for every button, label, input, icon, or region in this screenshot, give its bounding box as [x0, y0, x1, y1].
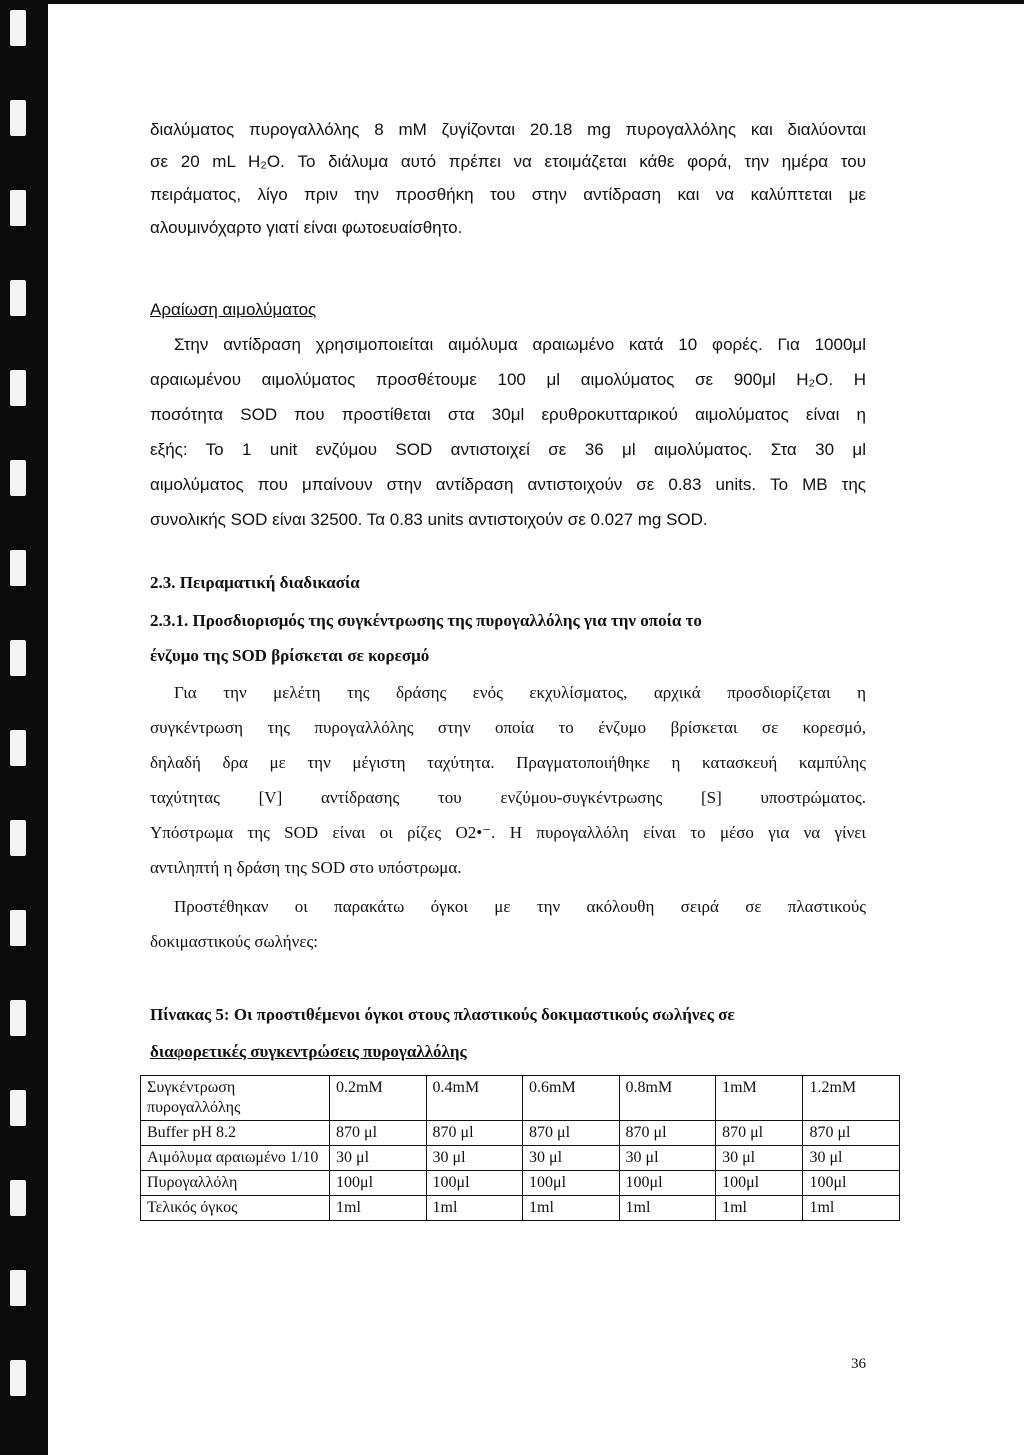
film-strip-border — [0, 0, 48, 1455]
dilution-line: συνολικής SOD είναι 32500. Τα 0.83 units αντιστοιχούν σε 0.027 mg SOD. — [150, 510, 708, 529]
table-cell: 100μl — [523, 1171, 620, 1196]
row-label: Αιμόλυμα αραιωμένο 1/10 — [141, 1146, 330, 1171]
subsection-heading: 2.3.1. Προσδιορισμός της συγκέντρωσης της πυρογαλλόλης για την οποία το — [150, 611, 702, 630]
table-cell: 870 μl — [426, 1121, 523, 1146]
volumes-table-body — [141, 1076, 900, 1221]
table-cell: 30 μl — [619, 1146, 716, 1171]
table-cell: 30 μl — [716, 1146, 803, 1171]
sprocket-hole — [10, 1360, 26, 1396]
table-cell: 1ml — [523, 1196, 620, 1221]
table-cell: 30 μl — [426, 1146, 523, 1171]
table-row — [141, 1121, 900, 1146]
sprocket-hole — [10, 280, 26, 316]
table-cell: 870 μl — [716, 1121, 803, 1146]
table-cell: 100μl — [426, 1171, 523, 1196]
table-row — [141, 1146, 900, 1171]
table-row — [141, 1171, 900, 1196]
body-line: αντιληπτή η δράση της SOD στο υπόστρωμα. — [150, 858, 462, 877]
body-line: δοκιμαστικούς σωλήνες: — [150, 932, 318, 951]
dilution-line: Στην αντίδραση χρησιμοποιείται αιμόλυμα αραιωμένο κατά 10 φορές. Για 1000μl — [174, 335, 866, 354]
table-cell: 0.4mM — [426, 1076, 523, 1121]
sprocket-hole — [10, 910, 26, 946]
sprocket-hole — [10, 640, 26, 676]
row-label: Πυρογαλλόλη — [141, 1171, 330, 1196]
table-cell: 1ml — [426, 1196, 523, 1221]
table-cell: 870 μl — [803, 1121, 900, 1146]
row-label: Συγκέντρωση πυρογαλλόλης — [141, 1076, 330, 1121]
body-line: Προστέθηκαν οι παρακάτω όγκοι με την ακόλουθη σειρά σε πλαστικούς — [174, 897, 866, 916]
intro-line: αλουμινόχαρτο γιατί είναι φωτοευαίσθητο. — [150, 218, 463, 237]
dilution-line: εξής: Το 1 unit ενζύμου SOD αντιστοιχεί σε 36 μl αιμολύματος. Στα 30 μl — [150, 440, 866, 459]
table-cell: 1ml — [619, 1196, 716, 1221]
sprocket-hole — [10, 550, 26, 586]
table-row — [141, 1196, 900, 1221]
table-cell: 1.2mM — [803, 1076, 900, 1121]
intro-line: διαλύματος πυρογαλλόλης 8 mM ζυγίζονται 20.18 mg πυρογαλλόλης και διαλύονται — [150, 120, 866, 139]
subsection-heading: ένζυμο της SOD βρίσκεται σε κορεσμό — [150, 646, 430, 665]
sprocket-hole — [10, 370, 26, 406]
intro-line: πειράματος, λίγο πριν την προσθήκη του στην αντίδραση και να καλύπτεται με — [150, 185, 866, 204]
table-cell: 0.2mM — [330, 1076, 427, 1121]
row-label: Buffer pH 8.2 — [141, 1121, 330, 1146]
table-cell: 100μl — [716, 1171, 803, 1196]
sprocket-hole — [10, 1180, 26, 1216]
sprocket-hole — [10, 1090, 26, 1126]
intro-line: σε 20 mL H₂O. Το διάλυμα αυτό πρέπει να ετοιμάζεται κάθε φορά, την ημέρα του — [150, 152, 866, 171]
body-line: ταχύτητας [V] αντίδρασης του ενζύμου-συγκέντρωσης [S] υποστρώματος. — [150, 788, 866, 807]
table-caption: Πίνακας 5: Οι προστιθέμενοι όγκοι στους πλαστικούς δοκιμαστικούς σωλήνες σε — [150, 1005, 735, 1024]
top-border — [48, 0, 1024, 4]
dilution-line: αιμολύματος που μπαίνουν στην αντίδραση αντιστοιχούν σε 0.83 units. Το MB της — [150, 475, 866, 494]
table-cell: 870 μl — [523, 1121, 620, 1146]
sprocket-hole — [10, 730, 26, 766]
dilution-line: αραιωμένου αιμολύματος προσθέτουμε 100 μl αιμολύματος σε 900μl H₂O. Η — [150, 370, 866, 389]
sprocket-hole — [10, 1000, 26, 1036]
table-cell: 30 μl — [330, 1146, 427, 1171]
sprocket-hole — [10, 1270, 26, 1306]
table-cell: 1ml — [330, 1196, 427, 1221]
table-cell: 1ml — [716, 1196, 803, 1221]
table-cell: 0.6mM — [523, 1076, 620, 1121]
sprocket-hole — [10, 460, 26, 496]
table-cell: 100μl — [619, 1171, 716, 1196]
table-cell: 30 μl — [803, 1146, 900, 1171]
table-row — [141, 1076, 900, 1121]
body-line: Για την μελέτη της δράσης ενός εκχυλίσματος, αρχικά προσδιορίζεται η — [174, 683, 866, 702]
row-label: Τελικός όγκος — [141, 1196, 330, 1221]
sprocket-hole — [10, 100, 26, 136]
table-cell: 30 μl — [523, 1146, 620, 1171]
sprocket-hole — [10, 190, 26, 226]
table-cell: 100μl — [803, 1171, 900, 1196]
table-cell: 1mM — [716, 1076, 803, 1121]
dilution-line: ποσότητα SOD που προστίθεται στα 30μl ερυθροκυτταρικού αιμολύματος είναι η — [150, 405, 866, 424]
table-cell: 1ml — [803, 1196, 900, 1221]
volumes-table — [140, 1075, 900, 1221]
table-caption: διαφορετικές συγκεντρώσεις πυρογαλλόλης — [150, 1042, 467, 1061]
dilution-heading: Αραίωση αιμολύματος — [150, 300, 317, 319]
table-cell: 870 μl — [619, 1121, 716, 1146]
section-heading: 2.3. Πειραματική διαδικασία — [150, 573, 360, 592]
page-number: 36 — [851, 1356, 866, 1372]
table-cell: 0.8mM — [619, 1076, 716, 1121]
body-line: συγκέντρωση της πυρογαλλόλης στην οποία το ένζυμο βρίσκεται σε κορεσμό, — [150, 718, 866, 737]
table-cell: 100μl — [330, 1171, 427, 1196]
body-line: Υπόστρωμα της SOD είναι οι ρίζες O2•⁻. Η πυρογαλλόλη είναι το μέσο για να γίνει — [150, 823, 866, 842]
sprocket-hole — [10, 820, 26, 856]
body-line: δηλαδή δρα με την μέγιστη ταχύτητα. Πραγματοποιήθηκε η κατασκευή καμπύλης — [150, 753, 866, 772]
sprocket-hole — [10, 10, 26, 46]
table-cell: 870 μl — [330, 1121, 427, 1146]
